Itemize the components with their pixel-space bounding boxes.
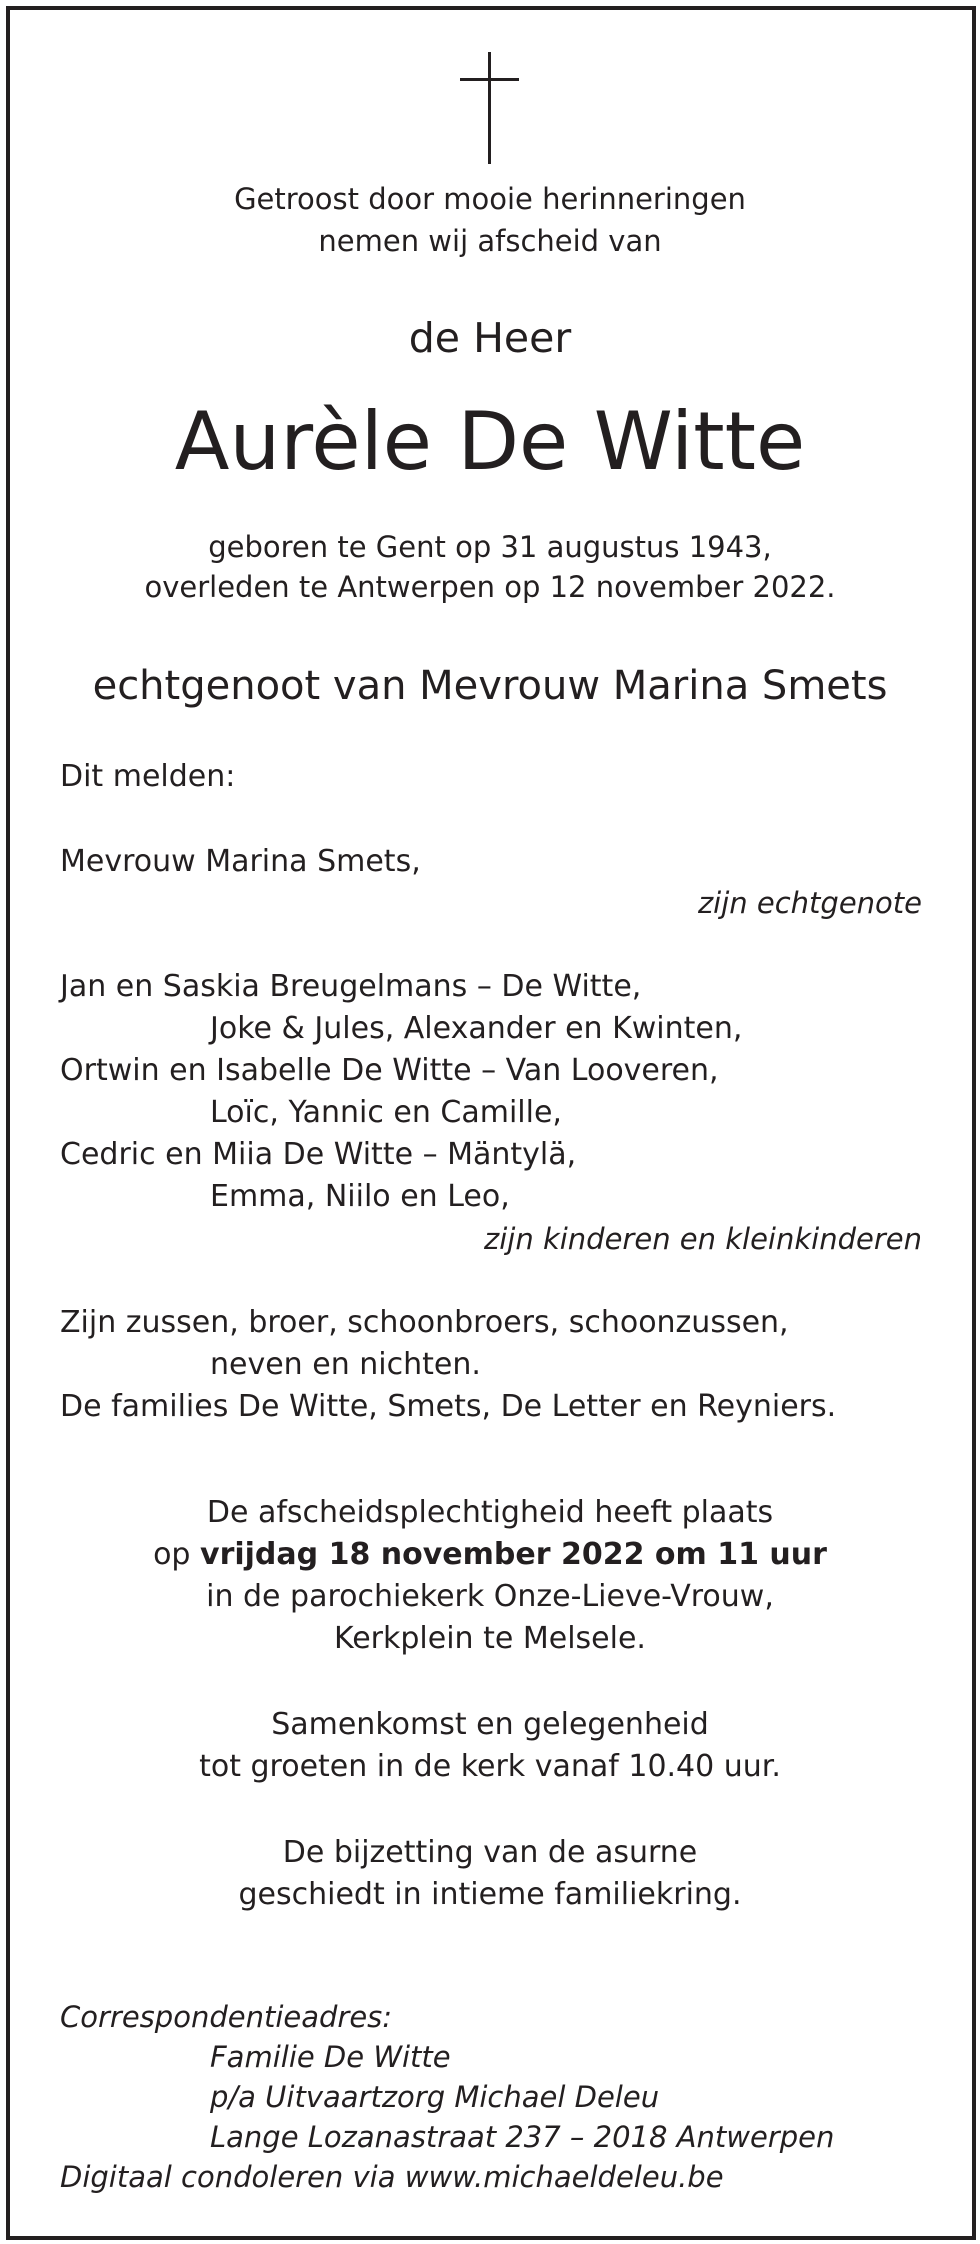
child-line-3: Cedric en Miia De Witte – Mäntylä, [60, 1137, 577, 1172]
ceremony-line-3: in de parochiekerk Onze-Lieve-Vrouw, [206, 1579, 774, 1614]
gathering-line-2: tot groeten in de kerk vanaf 10.40 uur. [199, 1749, 781, 1784]
ceremony-line-2 [0, 1534, 980, 1576]
online-condolence-link[interactable]: Digitaal condoleren via www.michaeldeleu.be [60, 2160, 724, 2194]
ceremony-line-1: De afscheidsplechtigheid heeft plaats [206, 1495, 774, 1530]
family-line-2: neven en nichten. [210, 1347, 481, 1382]
intro-line-1: Getroost door mooie herinneringen [234, 182, 746, 216]
spouse-name: Mevrouw Marina Smets, [60, 844, 421, 879]
child-line-1: Jan en Saskia Breugelmans – De Witte, [60, 969, 642, 1004]
child-line-2: Ortwin en Isabelle De Witte – Van Looveren, [60, 1053, 719, 1088]
death-line: overleden te Antwerpen op 12 november 2022. [144, 570, 836, 604]
ceremony-prefix: op [153, 1537, 201, 1572]
correspondence-line-3: Lange Lozanastraat 237 – 2018 Antwerpen [210, 2120, 835, 2154]
grandchildren-line-3: Emma, Niilo en Leo, [210, 1179, 510, 1214]
spouse-role: zijn echtgenote [697, 886, 922, 920]
burial-line-2: geschiedt in intieme familiekring. [238, 1877, 742, 1912]
announce-text: Dit melden: [60, 759, 236, 794]
correspondence-label: Correspondentieadres: [60, 2000, 393, 2034]
correspondence-line-1: Familie De Witte [210, 2040, 451, 2074]
title-prefix: de Heer [408, 314, 572, 362]
family-line-1: Zijn zussen, broer, schoonbroers, schoonzussen, [60, 1305, 789, 1340]
gathering-line-1: Samenkomst en gelegenheid [271, 1707, 709, 1742]
grandchildren-line-1: Joke & Jules, Alexander en Kwinten, [210, 1011, 743, 1046]
burial-line-1: De bijzetting van de asurne [282, 1835, 698, 1870]
family-line-3: De families De Witte, Smets, De Letter en Reyniers. [60, 1389, 837, 1424]
ceremony-line-4: Kerkplein te Melsele. [334, 1621, 646, 1656]
spouse-line: echtgenoot van Mevrouw Marina Smets [92, 663, 888, 709]
children-role: zijn kinderen en kleinkinderen [484, 1222, 922, 1256]
ceremony-date: vrijdag 18 november 2022 om 11 uur [200, 1537, 827, 1572]
grandchildren-line-2: Loïc, Yannic en Camille, [210, 1095, 562, 1130]
birth-line: geboren te Gent op 31 augustus 1943, [208, 530, 772, 564]
correspondence-line-2: p/a Uitvaartzorg Michael Deleu [210, 2080, 660, 2114]
intro-line-2: nemen wij afscheid van [318, 224, 662, 258]
deceased-name: Aurèle De Witte [174, 395, 806, 488]
